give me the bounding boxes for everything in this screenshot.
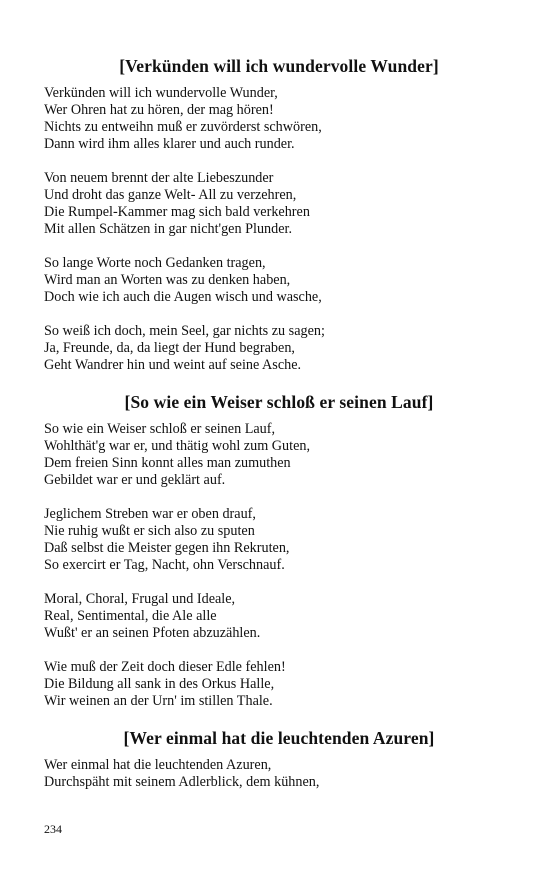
verse-line: Von neuem brennt der alte Liebeszunder: [44, 170, 274, 186]
verse-line: Geht Wandrer hin und weint auf seine Asche.: [44, 357, 302, 373]
poem-1: [44, 55, 514, 374]
verse-line: So exercirt er Tag, Nacht, ohn Verschnauf.: [44, 557, 285, 573]
stanza: [44, 85, 514, 153]
verse-line: Wird man an Worten was zu denken haben,: [44, 272, 291, 288]
verse-line: Moral, Choral, Frugal und Ideale,: [44, 591, 236, 607]
verse-line: Wie muß der Zeit doch dieser Edle fehlen!: [44, 659, 286, 675]
page-number: 234: [44, 822, 62, 836]
poem-3: [44, 727, 514, 791]
verse-line: Real, Sentimental, die Ale alle: [44, 608, 217, 624]
stanza: [44, 757, 514, 791]
verse-line: Wohlthät'g war er, und thätig wohl zum Guten,: [44, 438, 311, 454]
verse-line: Daß selbst die Meister gegen ihn Rekruten,: [44, 540, 290, 556]
verse-line: So wie ein Weiser schloß er seinen Lauf,: [44, 421, 276, 437]
verse-line: Wir weinen an der Urn' im stillen Thale.: [44, 693, 273, 709]
verse-line: Wer einmal hat die leuchtenden Azuren,: [44, 757, 272, 773]
verse-line: Jeglichem Streben war er oben drauf,: [44, 506, 256, 522]
verse-line: So weiß ich doch, mein Seel, gar nichts zu sagen;: [44, 323, 325, 339]
verse-line: So lange Worte noch Gedanken tragen,: [44, 255, 266, 271]
stanza: [44, 506, 514, 574]
verse-line: Mit allen Schätzen in gar nicht'gen Plunder.: [44, 221, 293, 237]
poem-title: [So wie ein Weiser schloß er seinen Lauf]: [124, 392, 434, 412]
verse-line: Die Bildung all sank in des Orkus Halle,: [44, 676, 275, 692]
verse-line: Verkünden will ich wundervolle Wunder,: [44, 85, 278, 101]
verse-line: Und droht das ganze Welt- All zu verzehren,: [44, 187, 297, 203]
verse-line: Nie ruhig wußt er sich also zu sputen: [44, 523, 255, 539]
verse-line: Nichts zu entweihn muß er zuvörderst schwören,: [44, 119, 322, 135]
verse-line: Dann wird ihm alles klarer und auch runder.: [44, 136, 295, 152]
verse-line: Gebildet war er und geklärt auf.: [44, 472, 226, 488]
verse-line: Doch wie ich auch die Augen wisch und wasche,: [44, 289, 322, 305]
stanza: [44, 659, 514, 710]
stanza: [44, 255, 514, 306]
page-content: [44, 55, 514, 808]
poem-title: [Verkünden will ich wundervolle Wunder]: [119, 56, 439, 76]
verse-line: Wußt' er an seinen Pfoten abzuzählen.: [44, 625, 261, 641]
stanza: [44, 323, 514, 374]
verse-line: Durchspäht mit seinem Adlerblick, dem kühnen,: [44, 774, 320, 790]
verse-line: Dem freien Sinn konnt alles man zumuthen: [44, 455, 291, 471]
verse-line: Die Rumpel-Kammer mag sich bald verkehren: [44, 204, 310, 220]
verse-line: Ja, Freunde, da, da liegt der Hund begraben,: [44, 340, 295, 356]
poem-2: [44, 391, 514, 710]
verse-line: Wer Ohren hat zu hören, der mag hören!: [44, 102, 274, 118]
stanza: [44, 170, 514, 238]
stanza: [44, 421, 514, 489]
poem-title: [Wer einmal hat die leuchtenden Azuren]: [123, 728, 435, 748]
stanza: [44, 591, 514, 642]
